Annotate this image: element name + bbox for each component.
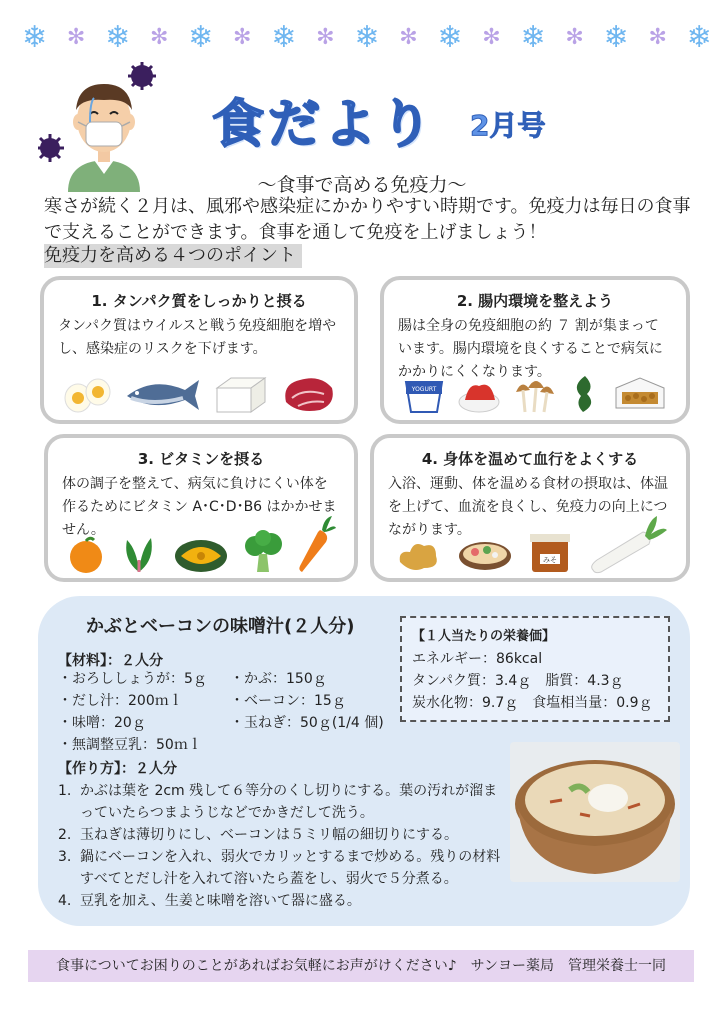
nutrition-heading: 【１人当たりの栄養価】 bbox=[412, 629, 556, 644]
step-text: 豆乳を加え、生姜と味噌を溶いて器に盛る。 bbox=[80, 893, 361, 909]
ingredient-item: ・ベーコン：15ｇ bbox=[230, 693, 346, 709]
point-text: 体の調子を整えて、病気に負けにくい体を作るためにビタミン A･C･D･B6 はかかせません。 bbox=[62, 476, 337, 538]
miso-label: みそ bbox=[542, 556, 557, 564]
ingredient-item: ・かぶ：150ｇ bbox=[230, 671, 327, 687]
ingredient-item: ・おろししょうが：5ｇ bbox=[58, 671, 207, 687]
snowflake-icon: ✻ bbox=[399, 25, 418, 50]
nutrition-energy: エネルギー：86kcal bbox=[412, 651, 543, 667]
tofu-icon bbox=[213, 372, 269, 414]
footer-message: 食事についてお困りのことがあればお気軽にお声がけください♪ サンヨー薬局 管理栄養士一同 bbox=[28, 950, 694, 982]
intro-text: 寒さが続く２月は、風邪や感染症にかかりやすい時期です。免疫力は毎日の食事で支えることができます。食事を通して免疫を上げましょう！ bbox=[44, 196, 691, 243]
point-text: 腸は全身の免疫細胞の約 ７ 割が集まっています。腸内環境を良くすることで病気にかかりにくくなります。 bbox=[398, 318, 663, 380]
subtitle: 〜食事で高める免疫力〜 bbox=[257, 174, 467, 196]
ingredient-item: ・無調整豆乳：50ｍｌ bbox=[58, 737, 202, 753]
ingredient-item: ・味噌：20ｇ bbox=[58, 715, 146, 731]
nutrition-box bbox=[400, 616, 670, 722]
yogurt-label: YOGURT bbox=[411, 386, 436, 393]
miso-icon bbox=[528, 532, 572, 574]
snowflake-icon: ✻ bbox=[66, 25, 86, 50]
point-text: 入浴、運動、体を温める食材の摂取は、体温を上げて、血流を良くし、免疫力の向上につながります。 bbox=[388, 476, 668, 538]
virus-icon bbox=[38, 134, 64, 162]
pumpkin-icon bbox=[173, 532, 229, 574]
ingredients-left bbox=[58, 668, 207, 756]
point-card-circulation bbox=[370, 434, 690, 582]
snowflake-icon: ✻ bbox=[565, 25, 584, 50]
ginger-icon bbox=[394, 534, 442, 574]
step-text: かぶは葉を 2cm 残して６等分のくし切りにする。葉の汚れが溜まっていたらつまようじなどでかきだして洗う。 bbox=[80, 783, 498, 821]
virus-icon bbox=[128, 62, 156, 90]
nabe-icon bbox=[457, 534, 513, 574]
point-text: タンパク質はウイルスと戦う免疫細胞を増やし、感染症のリスクを下げます。 bbox=[58, 318, 337, 357]
step-number: 1. bbox=[58, 783, 72, 799]
snowflake-icon: ❄ bbox=[271, 20, 297, 55]
ingredient-item: ・だし汁：200ｍｌ bbox=[58, 693, 183, 709]
broccoli-icon bbox=[241, 530, 285, 574]
mushroom-icon bbox=[512, 374, 556, 414]
step-number: 2. bbox=[58, 827, 72, 843]
snowflake-icon: ✻ bbox=[316, 25, 335, 50]
step-number: 4. bbox=[58, 893, 72, 909]
point-card-gut bbox=[380, 276, 690, 424]
snowflake-icon: ❄ bbox=[520, 20, 546, 55]
snowflake-icon: ❄ bbox=[686, 20, 712, 55]
snowflake-icon: ✻ bbox=[149, 25, 169, 50]
point-card-protein bbox=[40, 276, 358, 424]
steps-list bbox=[58, 780, 508, 912]
tuna-icon bbox=[123, 372, 201, 414]
meat-icon bbox=[280, 372, 336, 414]
miso-soup-photo bbox=[510, 742, 680, 882]
ingredients-heading: 【材料】：２人分 bbox=[58, 653, 163, 669]
step-text: 玉ねぎは薄切りにし、ベーコンは５ミリ幅の細切りにする。 bbox=[80, 827, 458, 843]
step-item bbox=[58, 890, 508, 912]
step-item bbox=[58, 824, 508, 846]
step-text: 鍋にベーコンを入れ、弱火でカリッとするまで炒める。残りの材料すべてとだし汁を入れて溶いたら蓋をし、弱火で５分煮る。 bbox=[80, 849, 501, 887]
snowflake-icon: ❄ bbox=[105, 20, 131, 55]
ingredients-right bbox=[230, 668, 384, 734]
snowflake-icon: ✻ bbox=[482, 25, 501, 50]
ingredient-item: ・玉ねぎ：50ｇ(1/4 個) bbox=[230, 715, 384, 731]
snowflake-icon: ✻ bbox=[648, 25, 667, 50]
snowflake-icon: ❄ bbox=[603, 20, 629, 55]
issue-label: 2月号 bbox=[470, 109, 546, 142]
step-item bbox=[58, 780, 508, 824]
carrot-icon bbox=[296, 514, 336, 574]
snowflake-icon: ✻ bbox=[233, 25, 252, 50]
point-title: 4. 身体を温めて血行をよくする bbox=[421, 450, 639, 468]
snowflake-icon: ❄ bbox=[354, 20, 380, 55]
point-card-vitamins bbox=[44, 434, 358, 582]
point-title: 3. ビタミンを摂る bbox=[137, 450, 265, 468]
nutrition-carb-salt: 炭水化物：9.7ｇ 食塩相当量：0.9ｇ bbox=[412, 695, 653, 711]
snowflake-icon: ❄ bbox=[22, 20, 48, 55]
spinach-icon bbox=[117, 530, 161, 574]
kimchi-icon bbox=[457, 374, 501, 414]
step-item bbox=[58, 846, 508, 890]
nutrition-protein-fat: タンパク質：3.4ｇ 脂質：4.3ｇ bbox=[412, 673, 624, 689]
natto-icon bbox=[612, 374, 668, 414]
point-title: 2. 腸内環境を整えよう bbox=[456, 292, 614, 310]
snowflake-border bbox=[22, 16, 712, 60]
points-heading: 免疫力を高める４つのポイント bbox=[44, 244, 302, 268]
orange-icon bbox=[66, 534, 106, 574]
seaweed-icon bbox=[567, 374, 601, 414]
snowflake-icon: ❄ bbox=[437, 20, 463, 55]
steps-heading: 【作り方】：２人分 bbox=[58, 761, 177, 777]
snowflake-icon: ❄ bbox=[188, 20, 214, 55]
step-number: 3. bbox=[58, 849, 72, 865]
recipe-title: かぶとベーコンの味噌汁(２人分) bbox=[86, 616, 355, 637]
newsletter-title: 食だより bbox=[212, 95, 437, 155]
yogurt-icon bbox=[402, 374, 446, 414]
point-title: 1. タンパク質をしっかりと摂る bbox=[91, 292, 307, 310]
daikon-icon bbox=[587, 514, 667, 574]
egg-icon bbox=[62, 372, 112, 414]
